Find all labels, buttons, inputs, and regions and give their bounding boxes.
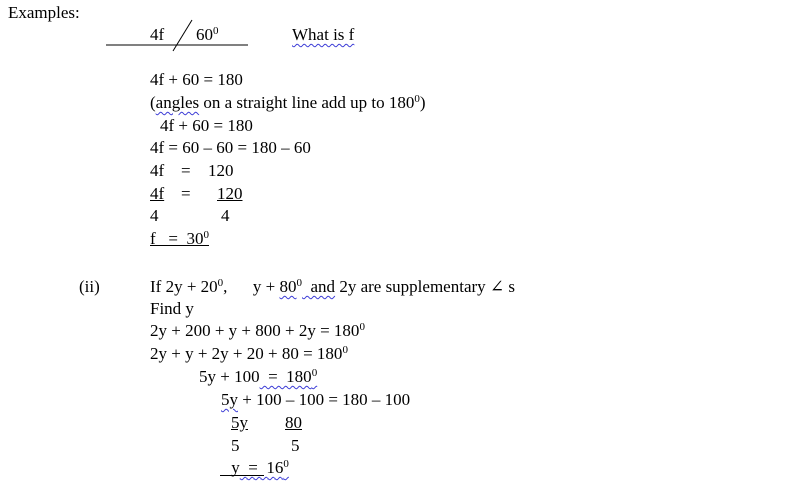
ex2-answer: $y = 16^0$ (227, 458, 289, 477)
ex2-fraction-numerator-left: 5y (231, 413, 248, 432)
ex2-find-y: Find y (150, 299, 194, 318)
ex2-fraction-numerator-right: 80 (285, 413, 302, 432)
ex1-fraction-numerator-right: 120 (217, 184, 243, 203)
ex1-line-3: 4f + 60 = 180 (160, 116, 253, 135)
ex2-step-3: $5y + 100 = 180^0$ (199, 367, 318, 386)
ex1-line-1: 4f + 60 = 180 (150, 70, 243, 89)
ex1-line-2: (angles on a straight line add up to $180^0$) (150, 93, 426, 112)
ex2-answer-value: = $16^0$ (239, 458, 289, 477)
ex2-step-3-right: = $180^0$ (259, 367, 318, 386)
question-what-is-f: What is f (292, 25, 355, 44)
ex1-line-5-right: 120 (208, 161, 234, 180)
ex2-label: (ii) (79, 277, 100, 296)
figure-label-60: $60^0$ (196, 25, 219, 44)
ex2-fraction-denominator-left: 5 (231, 436, 240, 455)
ex1-line-5-eq: = (181, 161, 191, 180)
ex1-fraction-numerator-left: 4f (150, 184, 165, 203)
slanted-line (173, 20, 192, 51)
ex2-step-4: 5y + 100 – 100 = 180 – 100 (221, 390, 411, 409)
ex1-line-4: 4f = 60 – 60 = 180 – 60 (150, 138, 311, 157)
ex1-fraction-denominator-right: 4 (221, 206, 230, 225)
ex2-step-2: $2y + y + 2y + 20 + 80 = 180^0$ (150, 344, 348, 363)
ex2-question: If $2y + 20^0$, $y + 80^0$ and 2y are supplementary ∠ s (150, 277, 516, 296)
ex1-fraction-denominator-left: 4 (150, 206, 159, 225)
ex2-step-1: $2y + 200 + y + 800 + 2y = 180^0$ (150, 321, 365, 340)
figure-label-4f: 4f (150, 25, 165, 44)
examples-heading: Examples: (8, 3, 80, 22)
ex1-line-5-left: 4f (150, 161, 165, 180)
ex1-answer: $f = 30^0$ (150, 229, 209, 248)
ex1-fraction-eq: = (181, 184, 191, 203)
ex2-fraction-denominator-right: 5 (291, 436, 300, 455)
